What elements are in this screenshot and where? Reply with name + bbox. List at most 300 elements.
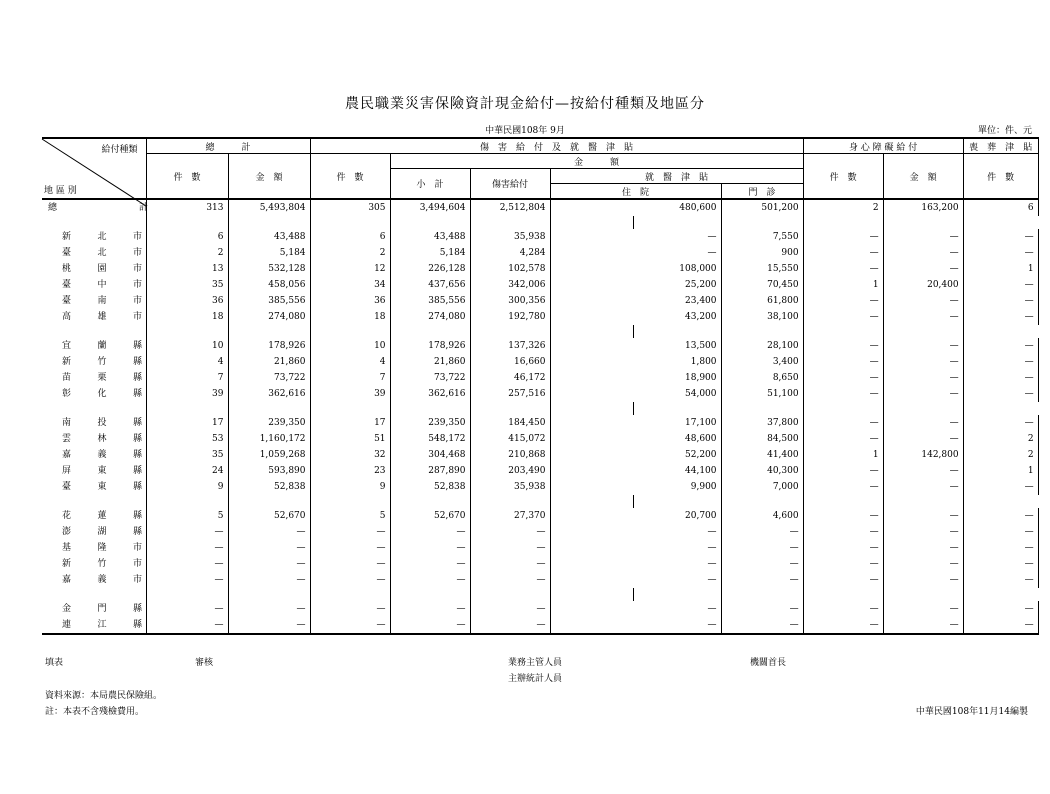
- value-cell: 35: [146, 447, 228, 463]
- spacer-row: [42, 495, 1038, 508]
- region-name: [42, 338, 146, 354]
- table-row: [42, 338, 1038, 354]
- value-cell: 35,938: [470, 479, 550, 495]
- spacer-cell: [633, 325, 721, 338]
- spacer-cell: [803, 325, 883, 338]
- value-cell: —: [963, 524, 1038, 540]
- spacer-cell: [42, 325, 146, 338]
- value-cell: —: [883, 479, 963, 495]
- spacer-cell: [146, 402, 228, 415]
- region-label: [48, 277, 142, 293]
- value-cell: —: [883, 540, 963, 556]
- value-cell: 3,400: [721, 354, 803, 370]
- value-cell: 38,100: [721, 309, 803, 325]
- value-cell: 4: [310, 354, 390, 370]
- value-cell: 274,080: [390, 309, 470, 325]
- header-medical-allowance: 就 醫 津 貼: [550, 169, 803, 184]
- value-cell: —: [228, 572, 310, 588]
- region-char: 園: [97, 264, 107, 274]
- region-char: 市: [132, 296, 142, 306]
- value-cell: 5: [146, 508, 228, 524]
- value-cell: —: [550, 229, 721, 245]
- value-cell: —: [470, 601, 550, 617]
- value-cell: —: [721, 524, 803, 540]
- spacer-cell: [633, 588, 721, 601]
- region-char: 新: [62, 232, 72, 242]
- value-cell: —: [803, 370, 883, 386]
- value-cell: —: [228, 540, 310, 556]
- region-name: [42, 524, 146, 540]
- spacer-cell: [470, 216, 550, 229]
- region-char: 縣: [132, 373, 142, 383]
- spacer-cell: [803, 495, 883, 508]
- value-cell: —: [721, 540, 803, 556]
- region-char: 市: [132, 559, 142, 569]
- region-label: [48, 415, 142, 431]
- value-cell: 9: [310, 479, 390, 495]
- table-row: [42, 572, 1038, 588]
- value-cell: —: [963, 245, 1038, 261]
- spacer-cell: [228, 325, 310, 338]
- value-cell: —: [228, 601, 310, 617]
- value-cell: —: [803, 229, 883, 245]
- value-cell: 9: [146, 479, 228, 495]
- value-cell: —: [963, 309, 1038, 325]
- value-cell: —: [963, 370, 1038, 386]
- value-cell: —: [883, 415, 963, 431]
- value-cell: 39: [310, 386, 390, 402]
- region-label: [48, 540, 142, 556]
- value-cell: 84,500: [721, 431, 803, 447]
- value-cell: 43,488: [228, 229, 310, 245]
- region-char: 縣: [132, 450, 142, 460]
- value-cell: —: [883, 245, 963, 261]
- spacer-cell: [470, 325, 550, 338]
- value-cell: —: [803, 601, 883, 617]
- value-cell: 226,128: [390, 261, 470, 277]
- table-row: [42, 386, 1038, 402]
- spacer-cell: [883, 495, 963, 508]
- value-cell: —: [883, 617, 963, 634]
- table-row: [42, 309, 1038, 325]
- region-name: [42, 277, 146, 293]
- spacer-cell: [883, 588, 963, 601]
- region-char: 栗: [97, 373, 107, 383]
- value-cell: —: [803, 261, 883, 277]
- value-cell: —: [883, 261, 963, 277]
- header-disability-amount: 金 額: [883, 154, 963, 200]
- region-label: [48, 463, 142, 479]
- region-name: [42, 479, 146, 495]
- spacer-cell: [721, 495, 803, 508]
- region-char: 化: [97, 389, 107, 399]
- value-cell: 17: [310, 415, 390, 431]
- value-cell: 304,468: [390, 447, 470, 463]
- value-cell: 37,800: [721, 415, 803, 431]
- value-cell: 1: [963, 261, 1038, 277]
- value-cell: 52,200: [550, 447, 721, 463]
- table-row: [42, 463, 1038, 479]
- region-char: 江: [97, 620, 107, 630]
- table-row: [42, 261, 1038, 277]
- value-cell: 18: [310, 309, 390, 325]
- value-cell: —: [883, 508, 963, 524]
- value-cell: —: [803, 617, 883, 634]
- region-char: 義: [97, 450, 107, 460]
- value-cell: 1: [963, 463, 1038, 479]
- value-cell: —: [470, 617, 550, 634]
- value-cell: 210,868: [470, 447, 550, 463]
- region-char: 花: [62, 511, 72, 521]
- region-name: [42, 431, 146, 447]
- value-cell: —: [470, 540, 550, 556]
- value-cell: —: [963, 508, 1038, 524]
- header-subtotal: 小 計: [390, 169, 470, 200]
- spacer-cell: [963, 402, 1038, 415]
- header-funeral: 喪 葬 津 貼: [963, 138, 1038, 154]
- region-char: 雄: [97, 312, 107, 322]
- footer-compiled-date: 中華民國108年11月14編製: [915, 707, 1028, 717]
- spacer-cell: [963, 216, 1038, 229]
- value-cell: —: [803, 540, 883, 556]
- value-cell: 13: [146, 261, 228, 277]
- value-cell: 32: [310, 447, 390, 463]
- region-name: [42, 293, 146, 309]
- value-cell: —: [310, 601, 390, 617]
- value-cell: 6: [963, 199, 1038, 216]
- value-cell: —: [146, 617, 228, 634]
- spacer-cell: [803, 402, 883, 415]
- value-cell: 43,488: [390, 229, 470, 245]
- table-row: [42, 556, 1038, 572]
- value-cell: 20,400: [883, 277, 963, 293]
- region-char: 蘭: [97, 341, 107, 351]
- region-char: 金: [62, 604, 72, 614]
- value-cell: 239,350: [390, 415, 470, 431]
- spacer-cell: [146, 495, 228, 508]
- region-char: 高: [62, 312, 72, 322]
- value-cell: —: [883, 354, 963, 370]
- value-cell: 184,450: [470, 415, 550, 431]
- spacer-cell: [803, 216, 883, 229]
- value-cell: 18: [146, 309, 228, 325]
- region-char: 北: [97, 232, 107, 242]
- value-cell: 46,172: [470, 370, 550, 386]
- value-cell: 25,200: [550, 277, 721, 293]
- table-row: [42, 431, 1038, 447]
- value-cell: 48,600: [550, 431, 721, 447]
- region-char: 門: [97, 604, 107, 614]
- value-cell: 17: [146, 415, 228, 431]
- value-cell: 1,160,172: [228, 431, 310, 447]
- region-label: [48, 338, 142, 354]
- value-cell: 35,938: [470, 229, 550, 245]
- value-cell: 532,128: [228, 261, 310, 277]
- region-char: 縣: [132, 357, 142, 367]
- value-cell: —: [883, 463, 963, 479]
- value-cell: —: [721, 601, 803, 617]
- report-period: 中華民國108年 9月: [485, 126, 565, 136]
- region-char: 新: [62, 357, 72, 367]
- value-cell: 1,059,268: [228, 447, 310, 463]
- value-cell: 51,100: [721, 386, 803, 402]
- value-cell: —: [963, 293, 1038, 309]
- value-cell: 300,356: [470, 293, 550, 309]
- value-cell: 7: [310, 370, 390, 386]
- value-cell: 17,100: [550, 415, 721, 431]
- table-row: [42, 524, 1038, 540]
- value-cell: —: [963, 415, 1038, 431]
- spacer-cell: [310, 216, 390, 229]
- region-label: [48, 370, 142, 386]
- region-label: [48, 479, 142, 495]
- region-char: 縣: [132, 620, 142, 630]
- value-cell: —: [803, 479, 883, 495]
- value-cell: 70,450: [721, 277, 803, 293]
- spacer-cell: [470, 495, 550, 508]
- footer-note: 註：本表不含殘檢費用。: [45, 707, 145, 717]
- header-funeral-count: 件 數: [963, 154, 1038, 200]
- header-injury-pay: 傷害給付: [470, 169, 550, 200]
- value-cell: 9,900: [550, 479, 721, 495]
- region-char: 縣: [132, 527, 142, 537]
- value-cell: 52,838: [228, 479, 310, 495]
- value-cell: 2: [803, 199, 883, 216]
- value-cell: 27,370: [470, 508, 550, 524]
- spacer-cell: [42, 588, 146, 601]
- value-cell: —: [883, 386, 963, 402]
- spacer-cell: [470, 588, 550, 601]
- value-cell: —: [883, 229, 963, 245]
- region-char: 北: [97, 248, 107, 258]
- table-body: [42, 199, 1038, 634]
- table-row: [42, 601, 1038, 617]
- region-char: 嘉: [62, 575, 72, 585]
- value-cell: —: [803, 572, 883, 588]
- value-cell: —: [803, 431, 883, 447]
- value-cell: 20,700: [550, 508, 721, 524]
- table-row: [42, 354, 1038, 370]
- value-cell: 10: [310, 338, 390, 354]
- value-cell: 480,600: [550, 199, 721, 216]
- spacer-row: [42, 402, 1038, 415]
- value-cell: 163,200: [883, 199, 963, 216]
- value-cell: —: [803, 245, 883, 261]
- value-cell: 5,493,804: [228, 199, 310, 216]
- value-cell: —: [883, 293, 963, 309]
- spacer-cell: [550, 325, 633, 338]
- region-label: [48, 601, 142, 617]
- spacer-cell: [310, 588, 390, 601]
- table-row: [42, 415, 1038, 431]
- value-cell: —: [310, 524, 390, 540]
- region-char: 計: [138, 203, 148, 213]
- header-inpatient: 住 院: [550, 184, 721, 200]
- value-cell: 137,326: [470, 338, 550, 354]
- value-cell: 43,200: [550, 309, 721, 325]
- region-char: 嘉: [62, 450, 72, 460]
- value-cell: —: [470, 524, 550, 540]
- spacer-cell: [550, 495, 633, 508]
- table-row: [42, 293, 1038, 309]
- value-cell: 437,656: [390, 277, 470, 293]
- region-char: 臺: [62, 248, 72, 258]
- table-header: [42, 138, 1038, 199]
- value-cell: 1,800: [550, 354, 721, 370]
- value-cell: —: [963, 479, 1038, 495]
- region-name: [42, 601, 146, 617]
- value-cell: 192,780: [470, 309, 550, 325]
- value-cell: 142,800: [883, 447, 963, 463]
- region-name: [42, 415, 146, 431]
- region-char: 市: [132, 575, 142, 585]
- value-cell: —: [721, 617, 803, 634]
- value-cell: 7,550: [721, 229, 803, 245]
- region-char: 南: [97, 296, 107, 306]
- region-name: [42, 463, 146, 479]
- value-cell: —: [228, 617, 310, 634]
- value-cell: —: [310, 556, 390, 572]
- value-cell: —: [883, 338, 963, 354]
- value-cell: —: [963, 540, 1038, 556]
- value-cell: 5: [310, 508, 390, 524]
- header-injury-count: 件 數: [310, 154, 390, 200]
- value-cell: 178,926: [390, 338, 470, 354]
- value-cell: 305: [310, 199, 390, 216]
- region-char: 湖: [97, 527, 107, 537]
- value-cell: 102,578: [470, 261, 550, 277]
- value-cell: 41,400: [721, 447, 803, 463]
- table-row: [42, 245, 1038, 261]
- value-cell: 203,490: [470, 463, 550, 479]
- value-cell: —: [550, 617, 721, 634]
- value-cell: —: [310, 572, 390, 588]
- value-cell: 501,200: [721, 199, 803, 216]
- value-cell: 287,890: [390, 463, 470, 479]
- spacer-cell: [390, 216, 470, 229]
- value-cell: 257,516: [470, 386, 550, 402]
- value-cell: 21,860: [390, 354, 470, 370]
- spacer-cell: [550, 402, 633, 415]
- value-cell: 900: [721, 245, 803, 261]
- table-row: [42, 508, 1038, 524]
- value-cell: 6: [310, 229, 390, 245]
- value-cell: 2: [963, 431, 1038, 447]
- region-name: [42, 309, 146, 325]
- region-char: 隆: [97, 543, 107, 553]
- table-row: [42, 447, 1038, 463]
- table-row: [42, 540, 1038, 556]
- value-cell: 52,670: [228, 508, 310, 524]
- spacer-cell: [963, 495, 1038, 508]
- table-row: [42, 479, 1038, 495]
- spacer-cell: [550, 216, 633, 229]
- region-char: 臺: [62, 482, 72, 492]
- value-cell: 4,284: [470, 245, 550, 261]
- region-char: 基: [62, 543, 72, 553]
- region-char: 南: [62, 418, 72, 428]
- value-cell: —: [390, 556, 470, 572]
- region-label: [48, 524, 142, 540]
- value-cell: —: [390, 601, 470, 617]
- region-char: 市: [132, 248, 142, 258]
- spacer-cell: [310, 402, 390, 415]
- value-cell: 13,500: [550, 338, 721, 354]
- corner-top-label: 給付種類: [101, 145, 138, 155]
- value-cell: 3,494,604: [390, 199, 470, 216]
- region-char: 新: [62, 559, 72, 569]
- region-char: 中: [97, 280, 107, 290]
- value-cell: —: [803, 386, 883, 402]
- region-name: [42, 617, 146, 634]
- region-char: 臺: [62, 280, 72, 290]
- value-cell: —: [310, 617, 390, 634]
- value-cell: 53: [146, 431, 228, 447]
- table-row: [42, 617, 1038, 634]
- value-cell: 44,100: [550, 463, 721, 479]
- region-char: 縣: [132, 389, 142, 399]
- region-char: 林: [97, 434, 107, 444]
- region-char: 竹: [97, 559, 107, 569]
- total-row: [42, 199, 1038, 216]
- value-cell: —: [803, 309, 883, 325]
- region-name: [42, 540, 146, 556]
- header-total-count: 件 數: [146, 154, 228, 200]
- region-char: 縣: [132, 418, 142, 428]
- region-char: 縣: [132, 511, 142, 521]
- footer-filler: 填表: [45, 658, 64, 668]
- region-char: 澎: [62, 527, 72, 537]
- table-row: [42, 277, 1038, 293]
- value-cell: —: [803, 338, 883, 354]
- value-cell: 2: [146, 245, 228, 261]
- value-cell: —: [963, 572, 1038, 588]
- value-cell: 342,006: [470, 277, 550, 293]
- header-disability: 身 心 障 礙 給 付: [803, 138, 963, 154]
- region-name: [42, 386, 146, 402]
- spacer-cell: [803, 588, 883, 601]
- region-char: 宜: [62, 341, 72, 351]
- value-cell: —: [883, 572, 963, 588]
- region-char: 屏: [62, 466, 72, 476]
- value-cell: 54,000: [550, 386, 721, 402]
- value-cell: 34: [310, 277, 390, 293]
- spacer-cell: [390, 588, 470, 601]
- value-cell: 458,056: [228, 277, 310, 293]
- region-label: [48, 309, 142, 325]
- region-label: [48, 556, 142, 572]
- region-label: [48, 229, 142, 245]
- value-cell: 415,072: [470, 431, 550, 447]
- value-cell: —: [146, 524, 228, 540]
- value-cell: —: [146, 540, 228, 556]
- spacer-cell: [390, 325, 470, 338]
- value-cell: 362,616: [228, 386, 310, 402]
- header-total: 總 計: [146, 138, 310, 154]
- value-cell: —: [721, 572, 803, 588]
- region-char: 連: [62, 620, 72, 630]
- region-char: 投: [97, 418, 107, 428]
- region-name: [42, 556, 146, 572]
- value-cell: —: [550, 572, 721, 588]
- spacer-cell: [721, 402, 803, 415]
- region-char: 市: [132, 312, 142, 322]
- value-cell: 7,000: [721, 479, 803, 495]
- spacer-cell: [310, 325, 390, 338]
- value-cell: 23,400: [550, 293, 721, 309]
- spacer-cell: [146, 216, 228, 229]
- value-cell: —: [146, 556, 228, 572]
